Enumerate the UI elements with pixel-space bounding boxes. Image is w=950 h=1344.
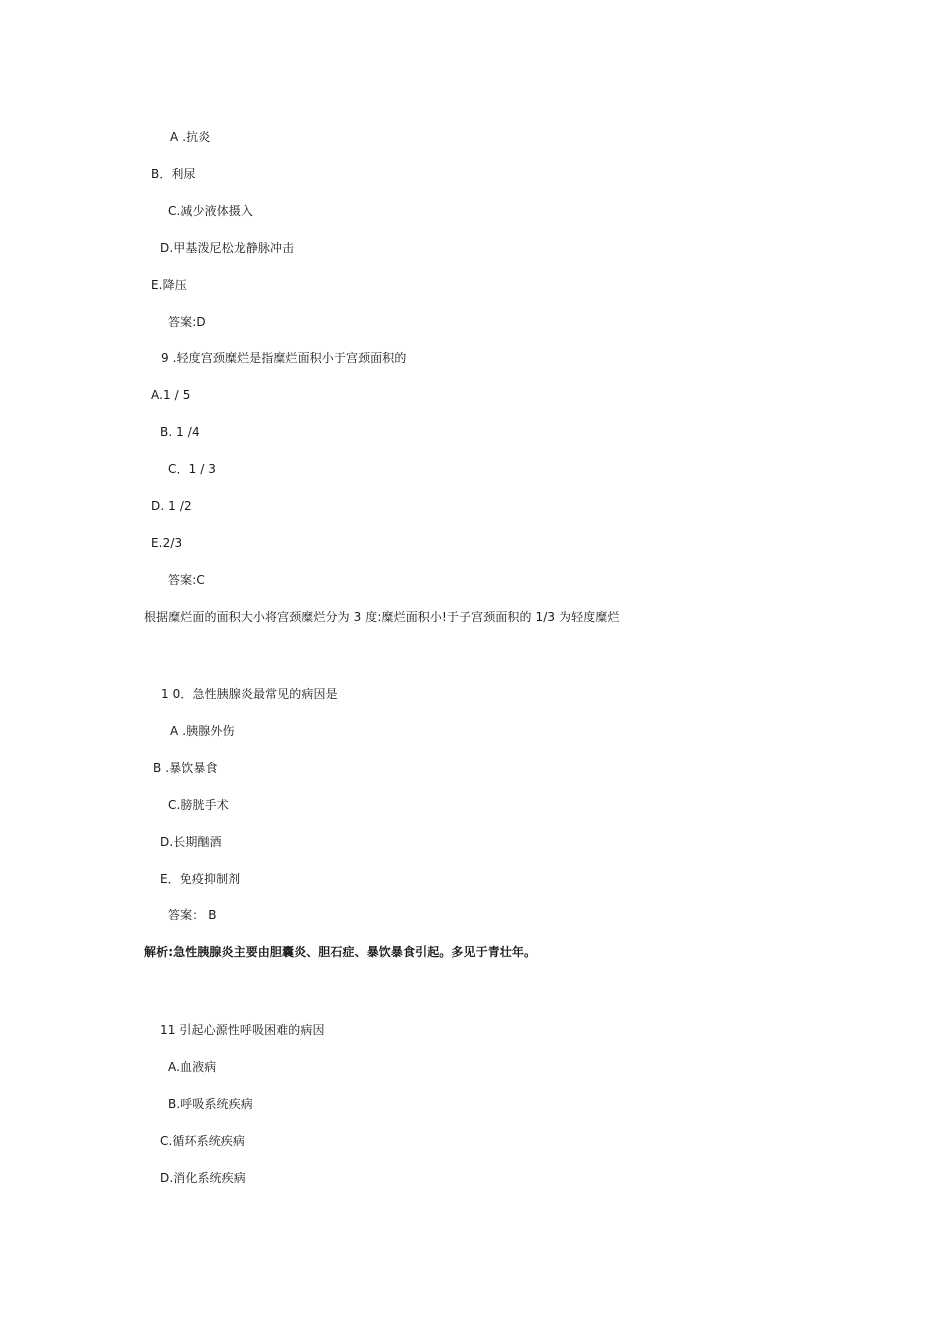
- q9-answer: 答案:C: [168, 573, 205, 587]
- q9-option-d: D. 1 /2: [151, 499, 192, 513]
- q10-option-d: D.长期酗酒: [160, 835, 222, 849]
- q11-option-b: B.呼吸系统疾病: [168, 1097, 253, 1111]
- q11-option-c: C.循环系统疾病: [160, 1134, 245, 1148]
- q9-option-c: C．1 / 3: [168, 462, 217, 476]
- q10-option-e: E．免疫抑制剂: [160, 872, 241, 886]
- q10-answer: 答案： B: [168, 908, 217, 922]
- q11-question: 11 引起心源性呼吸困难的病因: [160, 1023, 325, 1037]
- q9-explanation: 根据糜烂面的面积大小将宫颈糜烂分为 3 度:糜烂面积小!于子宫颈面积的 1/3 为轻度糜烂: [144, 610, 620, 624]
- q8-option-a: A .抗炎: [170, 130, 211, 144]
- q8-option-e: E.降压: [151, 278, 187, 292]
- q11-option-d: D.消化系统疾病: [160, 1171, 246, 1185]
- q8-option-c: C.减少液体摄入: [168, 204, 253, 218]
- q10-question: 1 0．急性胰腺炎最常见的病因是: [161, 687, 338, 701]
- q9-question: 9 .轻度宫颈糜烂是指糜烂面积小于宫颈面积的: [161, 351, 407, 365]
- q8-answer: 答案:D: [168, 315, 206, 329]
- q9-option-e: E.2/3: [151, 536, 183, 550]
- q8-option-b: B．利尿: [151, 167, 196, 181]
- q9-option-a: A.1 / 5: [151, 388, 191, 402]
- q8-option-d: D.甲基泼尼松龙静脉冲击: [160, 241, 295, 255]
- q10-option-c: C.膀胱手术: [168, 798, 229, 812]
- q10-option-b: B .暴饮暴食: [153, 761, 218, 775]
- q10-explanation: 解析:急性胰腺炎主要由胆囊炎、胆石症、暴饮暴食引起。多见于青壮年。: [144, 945, 537, 959]
- q10-option-a: A .胰腺外伤: [170, 724, 235, 738]
- q9-option-b: B. 1 /4: [160, 425, 200, 439]
- q11-option-a: A.血液病: [168, 1060, 217, 1074]
